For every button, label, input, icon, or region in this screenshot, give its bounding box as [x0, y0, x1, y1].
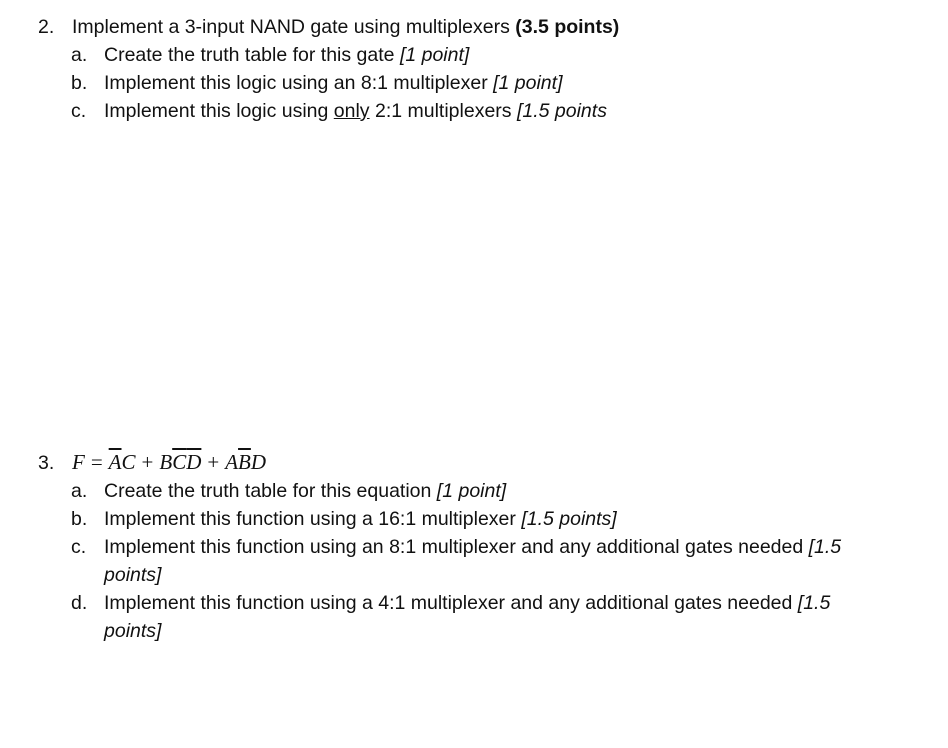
var-c-bar: $\overline{C}$: [172, 450, 187, 474]
question-2-number: 2.: [38, 16, 55, 38]
var-d: D: [250, 450, 267, 474]
var-a-bar: $\overline{A}$: [108, 450, 122, 474]
item-emphasis: only: [333, 100, 370, 122]
item-letter: c.: [71, 536, 87, 558]
var-c: C: [121, 450, 136, 474]
question-3-number: 3.: [38, 452, 55, 474]
item-body: Implement this logic using an 8:1 multiplexer: [104, 72, 488, 94]
item-body: Implement this function using an 8:1 multiplexer and any additional gates needed: [104, 536, 804, 558]
question-3-equation: [72, 449, 266, 475]
var-a: A: [225, 450, 239, 474]
question-2-heading: [72, 14, 619, 40]
question-2-points: (3.5 points): [515, 16, 620, 38]
item-letter: b.: [71, 72, 88, 94]
item-points: [1 point]: [436, 480, 507, 502]
item-body: Create the truth table for this equation: [104, 480, 432, 502]
equation-plus: +: [141, 450, 154, 474]
equation-plus: +: [207, 450, 220, 474]
item-body-after: 2:1 multiplexers: [374, 100, 512, 122]
var-b-bar: $\overline{B}$: [238, 450, 251, 474]
item-letter: a.: [71, 480, 88, 502]
item-points: [1 point]: [399, 44, 470, 66]
item-points: [1 point]: [493, 72, 563, 94]
question-2-title: Implement a 3-input NAND gate using multiplexers: [72, 16, 510, 38]
equation-equals: =: [90, 450, 103, 474]
item-text: [104, 534, 841, 560]
item-letter: d.: [71, 592, 88, 614]
item-letter: a.: [71, 44, 88, 66]
item-text: [104, 42, 469, 68]
item-body: Implement this function using a 4:1 multiplexer and any additional gates needed: [104, 592, 793, 614]
item-text: [104, 70, 563, 96]
item-points: [1.5: [808, 536, 842, 558]
item-body: Implement this function using a 16:1 multiplexer: [104, 508, 516, 530]
var-d-bar: $\overline{D}$: [186, 450, 202, 474]
equation-term-3: [225, 450, 266, 474]
var-b: B: [159, 450, 173, 474]
item-points-continued: points]: [104, 564, 162, 586]
item-points: [1.5: [797, 592, 831, 614]
item-points-continued: points]: [104, 620, 162, 642]
equation-lhs: F: [72, 450, 85, 474]
equation-term-2: [159, 450, 201, 474]
item-text: [104, 506, 617, 532]
item-body: Create the truth table for this gate: [104, 44, 395, 66]
item-body-before: Implement this logic using: [104, 100, 329, 122]
item-text: [104, 590, 830, 616]
item-points: [1.5 points]: [521, 508, 617, 530]
item-letter: c.: [71, 100, 87, 122]
item-letter: b.: [71, 508, 88, 530]
item-points: [1.5 points: [516, 100, 607, 122]
equation-term-1: [109, 450, 136, 474]
item-text: [104, 98, 607, 124]
item-text: [104, 478, 506, 504]
